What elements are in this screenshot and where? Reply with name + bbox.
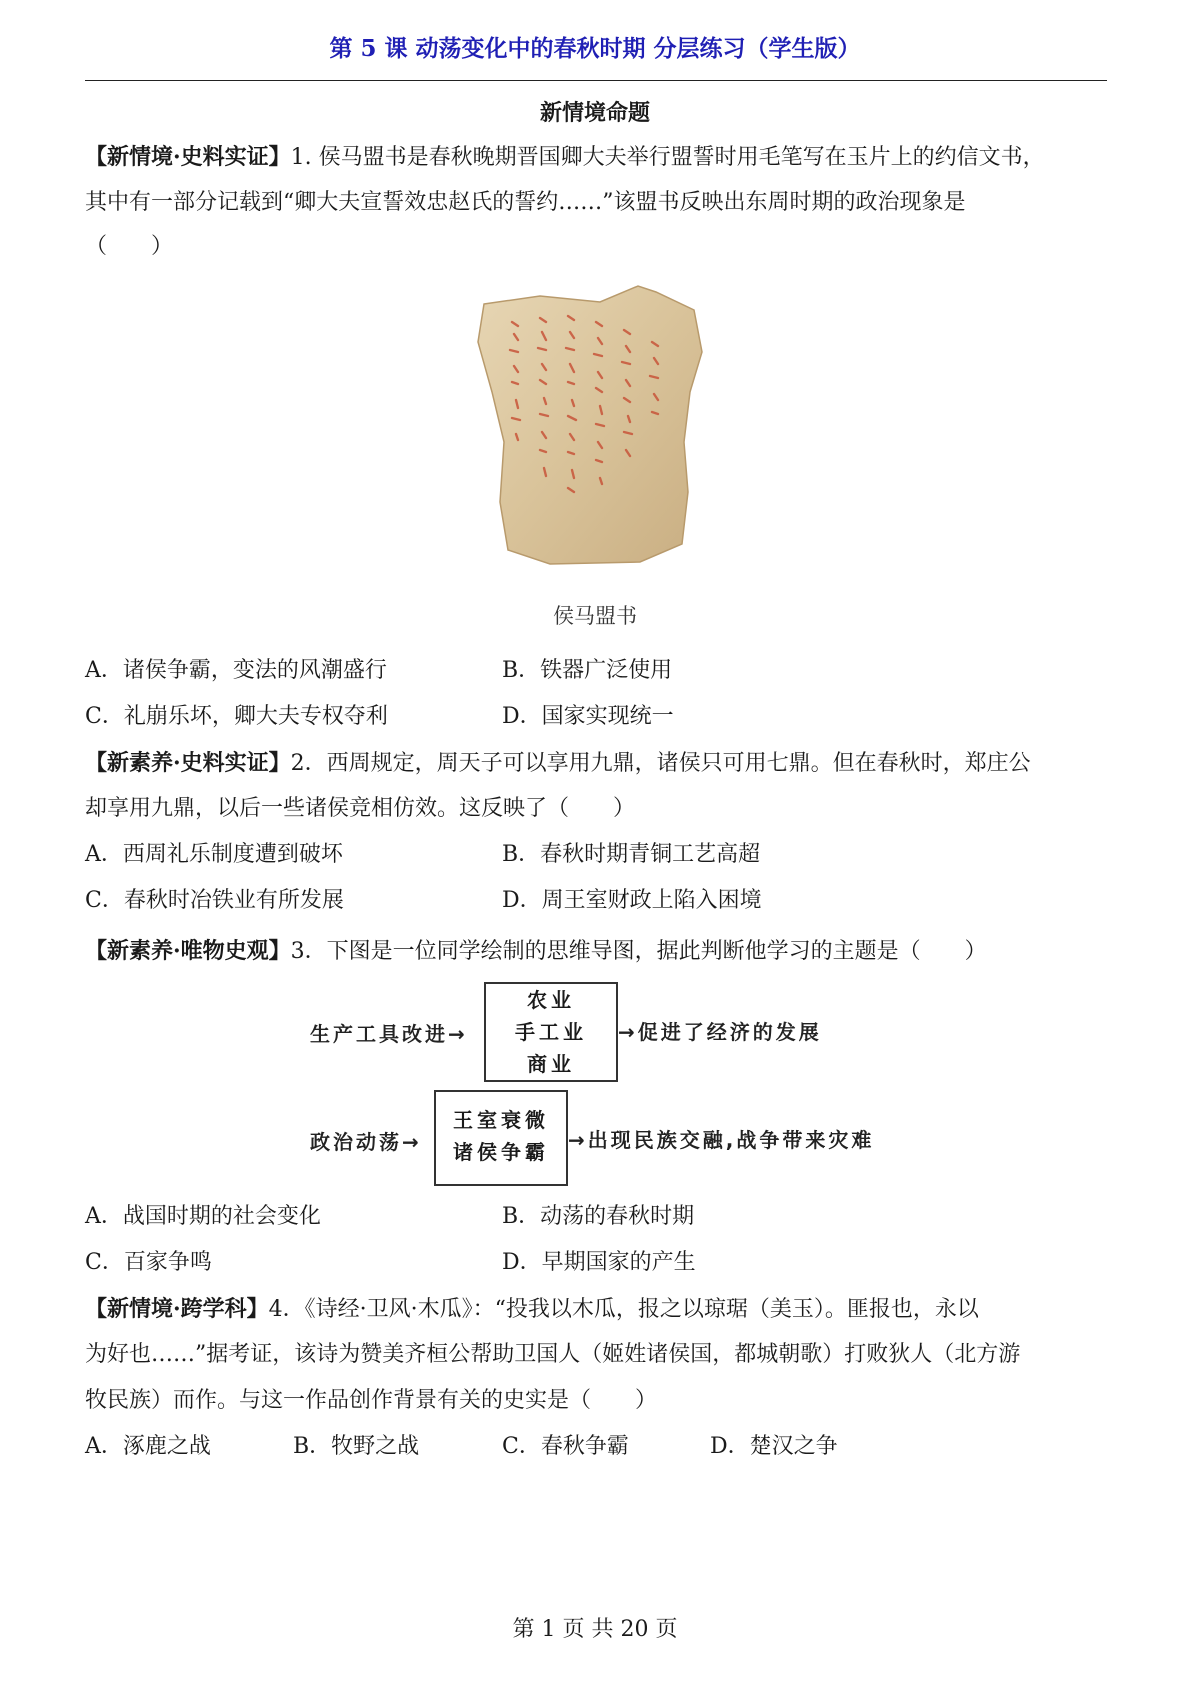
q4-option-d: D．楚汉之争 [710, 1434, 838, 1459]
q3-option-a: A．战国时期的社会变化 [85, 1204, 321, 1229]
q2-option-c: C．春秋时冶铁业有所发展 [85, 888, 344, 913]
houma-covenant-tablet-image [470, 282, 730, 572]
mm-row1-left: 生产工具改进→ [310, 1022, 468, 1046]
mm-row2-box-item: 诸侯争霸 [453, 1140, 549, 1164]
q4-line-2: 为好也……”据考证，该诗为赞美齐桓公帮助卫国人（姬姓诸侯国，都城朝歌）打败狄人（北方游 [85, 1342, 1021, 1367]
mm-row2-box [434, 1090, 568, 1186]
q2-option-a: A．西周礼乐制度遭到破坏 [85, 842, 343, 867]
q2-line-2: 却享用九鼎，以后一些诸侯竞相仿效。这反映了（ ） [85, 796, 636, 821]
mm-row2-right: →出现民族交融,战争带来灾难 [568, 1128, 875, 1152]
page-footer: 第 1 页 共 20 页 [512, 1617, 678, 1642]
mm-row1-right: →促进了经济的发展 [618, 1020, 822, 1044]
mm-row1-box-item: 手工业 [515, 1020, 587, 1044]
q2-option-d: D．周王室财政上陷入困境 [502, 888, 762, 913]
mm-row2-left: 政治动荡→ [310, 1130, 422, 1154]
mm-row2-box-item: 王室衰微 [453, 1108, 549, 1132]
q1-tag: 【新情境·史料实证】 [85, 144, 291, 170]
q2-option-b: B．春秋时期青铜工艺高超 [502, 842, 761, 867]
page-header-title: 第 5 课 动荡变化中的春秋时期 分层练习（学生版） [329, 35, 861, 62]
section-title: 新情境命题 [539, 100, 650, 126]
mm-row1-box-item: 商业 [527, 1052, 575, 1076]
q3-tag: 【新素养·唯物史观】 [85, 938, 291, 964]
q1-option-a: A．诸侯争霸，变法的风潮盛行 [85, 658, 387, 683]
q1-line-2: 其中有一部分记载到“卿大夫宣誓效忠赵氏的誓约……”该盟书反映出东周时期的政治现象是 [85, 190, 966, 215]
q1-line-3: （ ） [85, 234, 174, 259]
q4-option-a: A．涿鹿之战 [85, 1434, 211, 1459]
q1-option-b: B．铁器广泛使用 [502, 658, 673, 683]
header-divider [85, 80, 1107, 81]
q1-option-c: C．礼崩乐坏，卿大夫专权夺利 [85, 704, 388, 729]
q4-option-b: B．牧野之战 [293, 1434, 420, 1459]
q3-option-c: C．百家争鸣 [85, 1250, 212, 1275]
q4-line-1 [85, 1294, 979, 1325]
q1-text-1: 1. 侯马盟书是春秋晚期晋国卿大夫举行盟誓时用毛笔写在玉片上的约信文书， [290, 145, 1045, 170]
image-caption: 侯马盟书 [553, 604, 637, 628]
q2-tag: 【新素养·史料实证】 [85, 750, 291, 776]
q4-tag: 【新情境·跨学科】 [85, 1296, 269, 1322]
q4-text-1: 4．《诗经·卫风·木瓜》：“投我以木瓜，报之以琼琚（美玉）。匪报也，永以 [268, 1297, 979, 1322]
q2-line-1 [85, 748, 1031, 779]
q4-option-c: C．春秋争霸 [502, 1434, 629, 1459]
q3-line-1 [85, 936, 987, 967]
mm-row1-box [484, 982, 618, 1082]
mm-row1-box-item: 农业 [527, 988, 575, 1012]
q3-text-1: 3．下图是一位同学绘制的思维导图，据此判断他学习的主题是（ ） [290, 939, 987, 964]
q2-text-1: 2．西周规定，周天子可以享用九鼎，诸侯只可用七鼎。但在春秋时，郑庄公 [290, 751, 1031, 776]
q1-option-d: D．国家实现统一 [502, 704, 674, 729]
q4-line-3: 牧民族）而作。与这一作品创作背景有关的史实是（ ） [85, 1388, 658, 1413]
q3-option-d: D．早期国家的产生 [502, 1250, 696, 1275]
q1-line-1 [85, 142, 1045, 173]
q3-option-b: B．动荡的春秋时期 [502, 1204, 695, 1229]
